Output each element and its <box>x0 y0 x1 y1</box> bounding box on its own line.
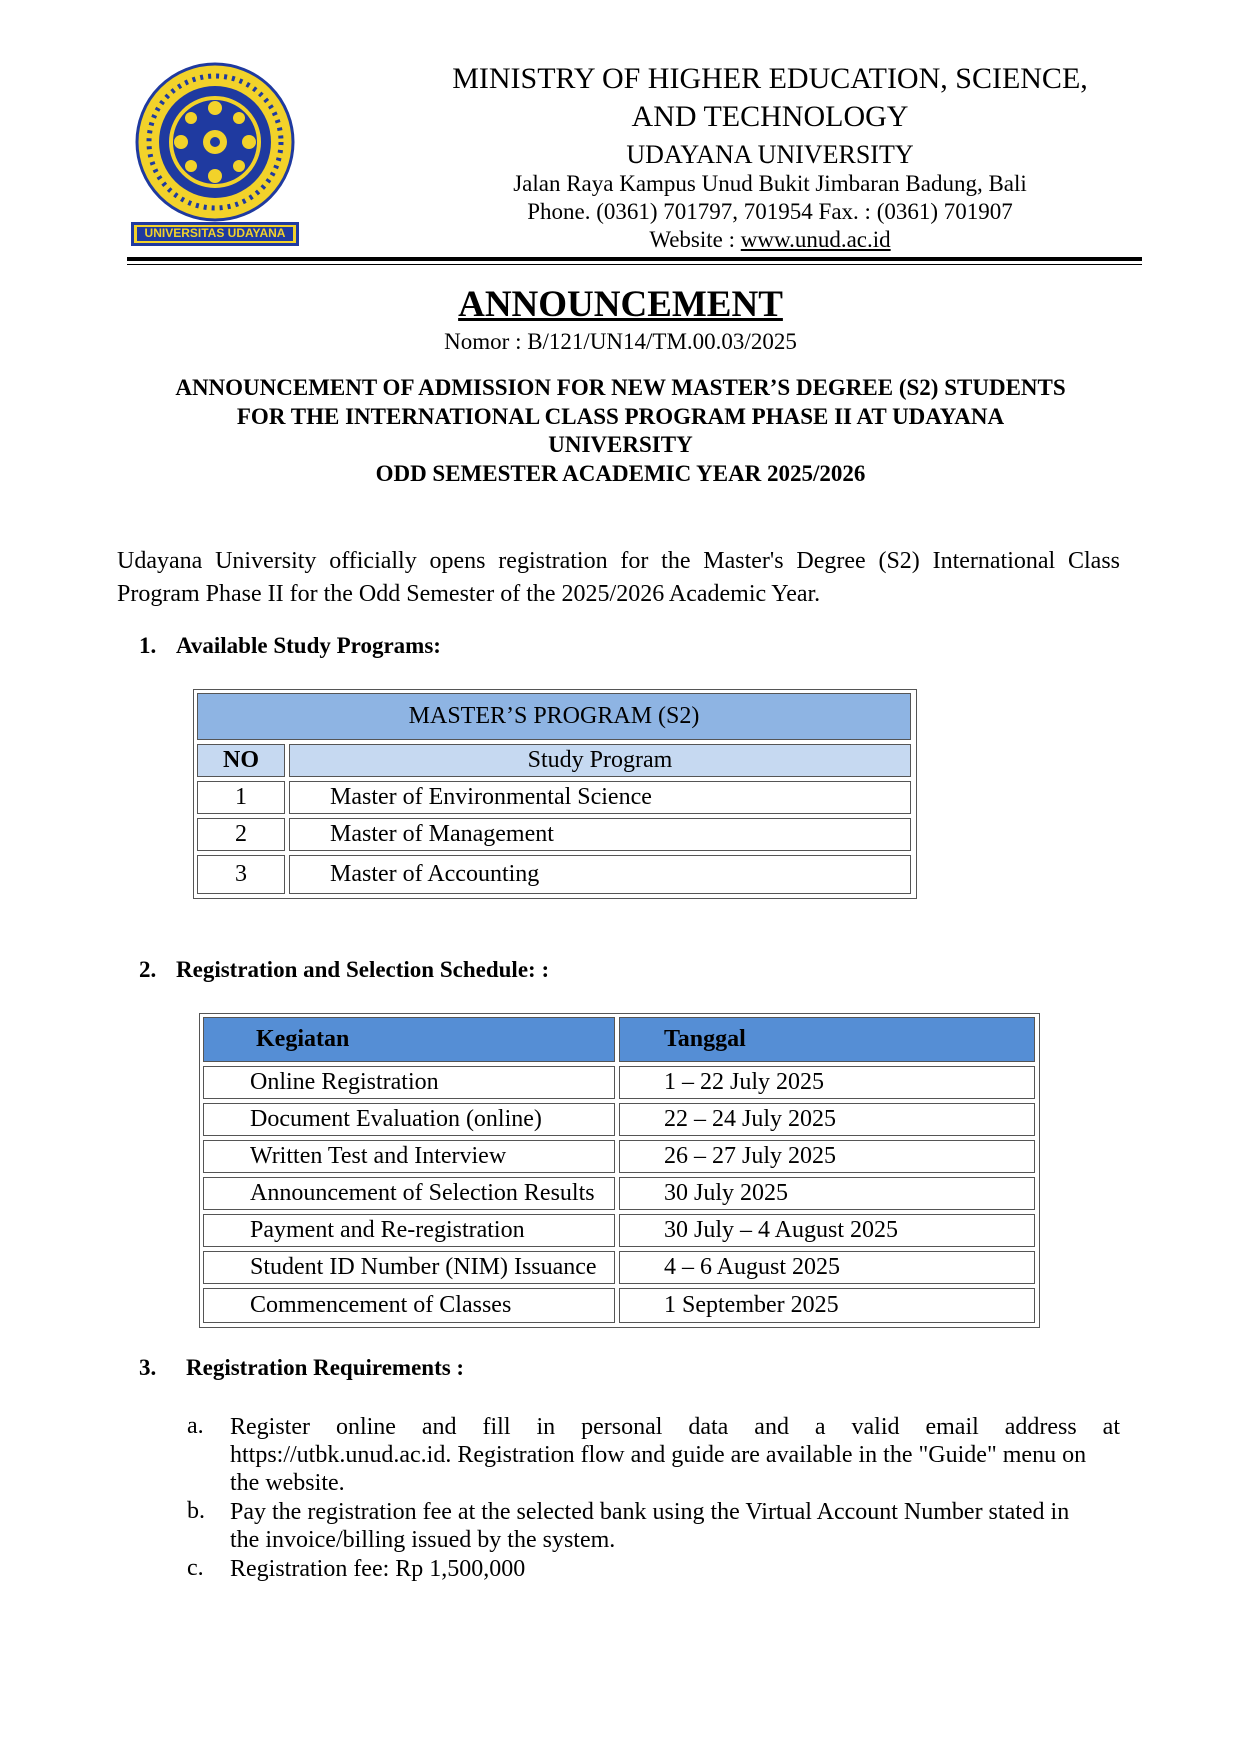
requirement-text-line: the website. <box>230 1470 345 1496</box>
schedule-date: 1 – 22 July 2025 <box>619 1066 1035 1099</box>
university-address: Jalan Raya Kampus Unud Bukit Jimbaran Badung, Bali <box>513 171 1027 196</box>
announcement-number: Nomor : B/121/UN14/TM.00.03/2025 <box>444 329 797 354</box>
university-name: UDAYANA UNIVERSITY <box>626 140 914 169</box>
section-number: 2. <box>139 957 157 982</box>
requirement-text-line: Register online and fill in personal data and a valid email address at <box>230 1414 1120 1440</box>
section-heading-study-programs <box>139 633 441 659</box>
schedule-date: 30 July 2025 <box>619 1177 1035 1210</box>
announcement-subtitle-line: ANNOUNCEMENT OF ADMISSION FOR NEW MASTER’S DEGREE (S2) STUDENTS <box>175 375 1066 400</box>
university-logo <box>127 62 303 252</box>
section-heading-requirements <box>139 1355 464 1381</box>
logo-text: UNIVERSITAS UDAYANA <box>144 226 286 240</box>
schedule-date: 22 – 24 July 2025 <box>619 1103 1035 1136</box>
requirement-letter: c. <box>187 1555 204 1581</box>
section-title: Registration and Selection Schedule: : <box>176 957 550 982</box>
intro-paragraph-line: Udayana University officially opens registration for the Master's Degree (S2) International Class <box>117 548 1120 574</box>
schedule-table <box>199 1013 1040 1328</box>
ministry-name-line1: MINISTRY OF HIGHER EDUCATION, SCIENCE, <box>452 62 1088 95</box>
section-title: Available Study Programs: <box>176 633 441 658</box>
announcement-subtitle-line: ODD SEMESTER ACADEMIC YEAR 2025/2026 <box>375 461 866 486</box>
schedule-activity: Payment and Re-registration <box>203 1214 615 1247</box>
table-cell-no: 1 <box>197 781 285 814</box>
table-header-no: NO <box>197 744 285 777</box>
intro-paragraph-line: Program Phase II for the Odd Semester of the 2025/2026 Academic Year. <box>117 581 821 607</box>
requirement-text-line: Registration fee: Rp 1,500,000 <box>230 1556 526 1582</box>
schedule-activity: Online Registration <box>203 1066 615 1099</box>
requirement-letter: a. <box>187 1413 204 1439</box>
schedule-activity: Announcement of Selection Results <box>203 1177 615 1210</box>
section-number: 1. <box>139 633 157 658</box>
letterhead-divider-thin <box>127 264 1142 265</box>
requirement-letter: b. <box>187 1498 205 1524</box>
table-cell-program: Master of Accounting <box>289 855 911 894</box>
table-cell-no: 3 <box>197 855 285 894</box>
announcement-title: ANNOUNCEMENT <box>458 284 783 325</box>
schedule-activity: Commencement of Classes <box>203 1288 615 1323</box>
university-phone: Phone. (0361) 701797, 701954 Fax. : (0361) 701907 <box>527 199 1013 224</box>
requirement-text-line: Pay the registration fee at the selected bank using the Virtual Account Number stated in <box>230 1499 1070 1525</box>
section-title: Registration Requirements : <box>186 1355 465 1380</box>
schedule-activity: Student ID Number (NIM) Issuance <box>203 1251 615 1284</box>
schedule-date: 26 – 27 July 2025 <box>619 1140 1035 1173</box>
study-programs-table <box>193 689 917 899</box>
section-heading-schedule <box>139 957 549 983</box>
announcement-subtitle-line: UNIVERSITY <box>548 432 693 457</box>
table-cell-no: 2 <box>197 818 285 851</box>
university-seal-icon <box>127 62 303 252</box>
requirement-text-line: https://utbk.unud.ac.id. Registration flow and guide are available in the "Guide" menu on <box>230 1442 1087 1468</box>
university-website <box>420 227 1120 253</box>
requirement-text-line: the invoice/billing issued by the system. <box>230 1527 616 1553</box>
announcement-subtitle-line: FOR THE INTERNATIONAL CLASS PROGRAM PHASE II AT UDAYANA <box>236 404 1005 429</box>
schedule-activity: Written Test and Interview <box>203 1140 615 1173</box>
website-link[interactable]: www.unud.ac.id <box>740 227 891 252</box>
schedule-date: 1 September 2025 <box>619 1288 1035 1323</box>
letterhead-divider-thick <box>127 257 1142 261</box>
schedule-date: 30 July – 4 August 2025 <box>619 1214 1035 1247</box>
ministry-name-line2: AND TECHNOLOGY <box>631 100 909 133</box>
table-title: MASTER’S PROGRAM (S2) <box>197 693 911 740</box>
table-cell-program: Master of Environmental Science <box>289 781 911 814</box>
table-cell-program: Master of Management <box>289 818 911 851</box>
schedule-activity: Document Evaluation (online) <box>203 1103 615 1136</box>
table-header-tanggal: Tanggal <box>619 1017 1035 1062</box>
table-header-study-program: Study Program <box>289 744 911 777</box>
schedule-date: 4 – 6 August 2025 <box>619 1251 1035 1284</box>
website-label: Website : <box>649 227 741 252</box>
table-header-kegiatan: Kegiatan <box>203 1017 615 1062</box>
section-number: 3. <box>139 1355 157 1380</box>
